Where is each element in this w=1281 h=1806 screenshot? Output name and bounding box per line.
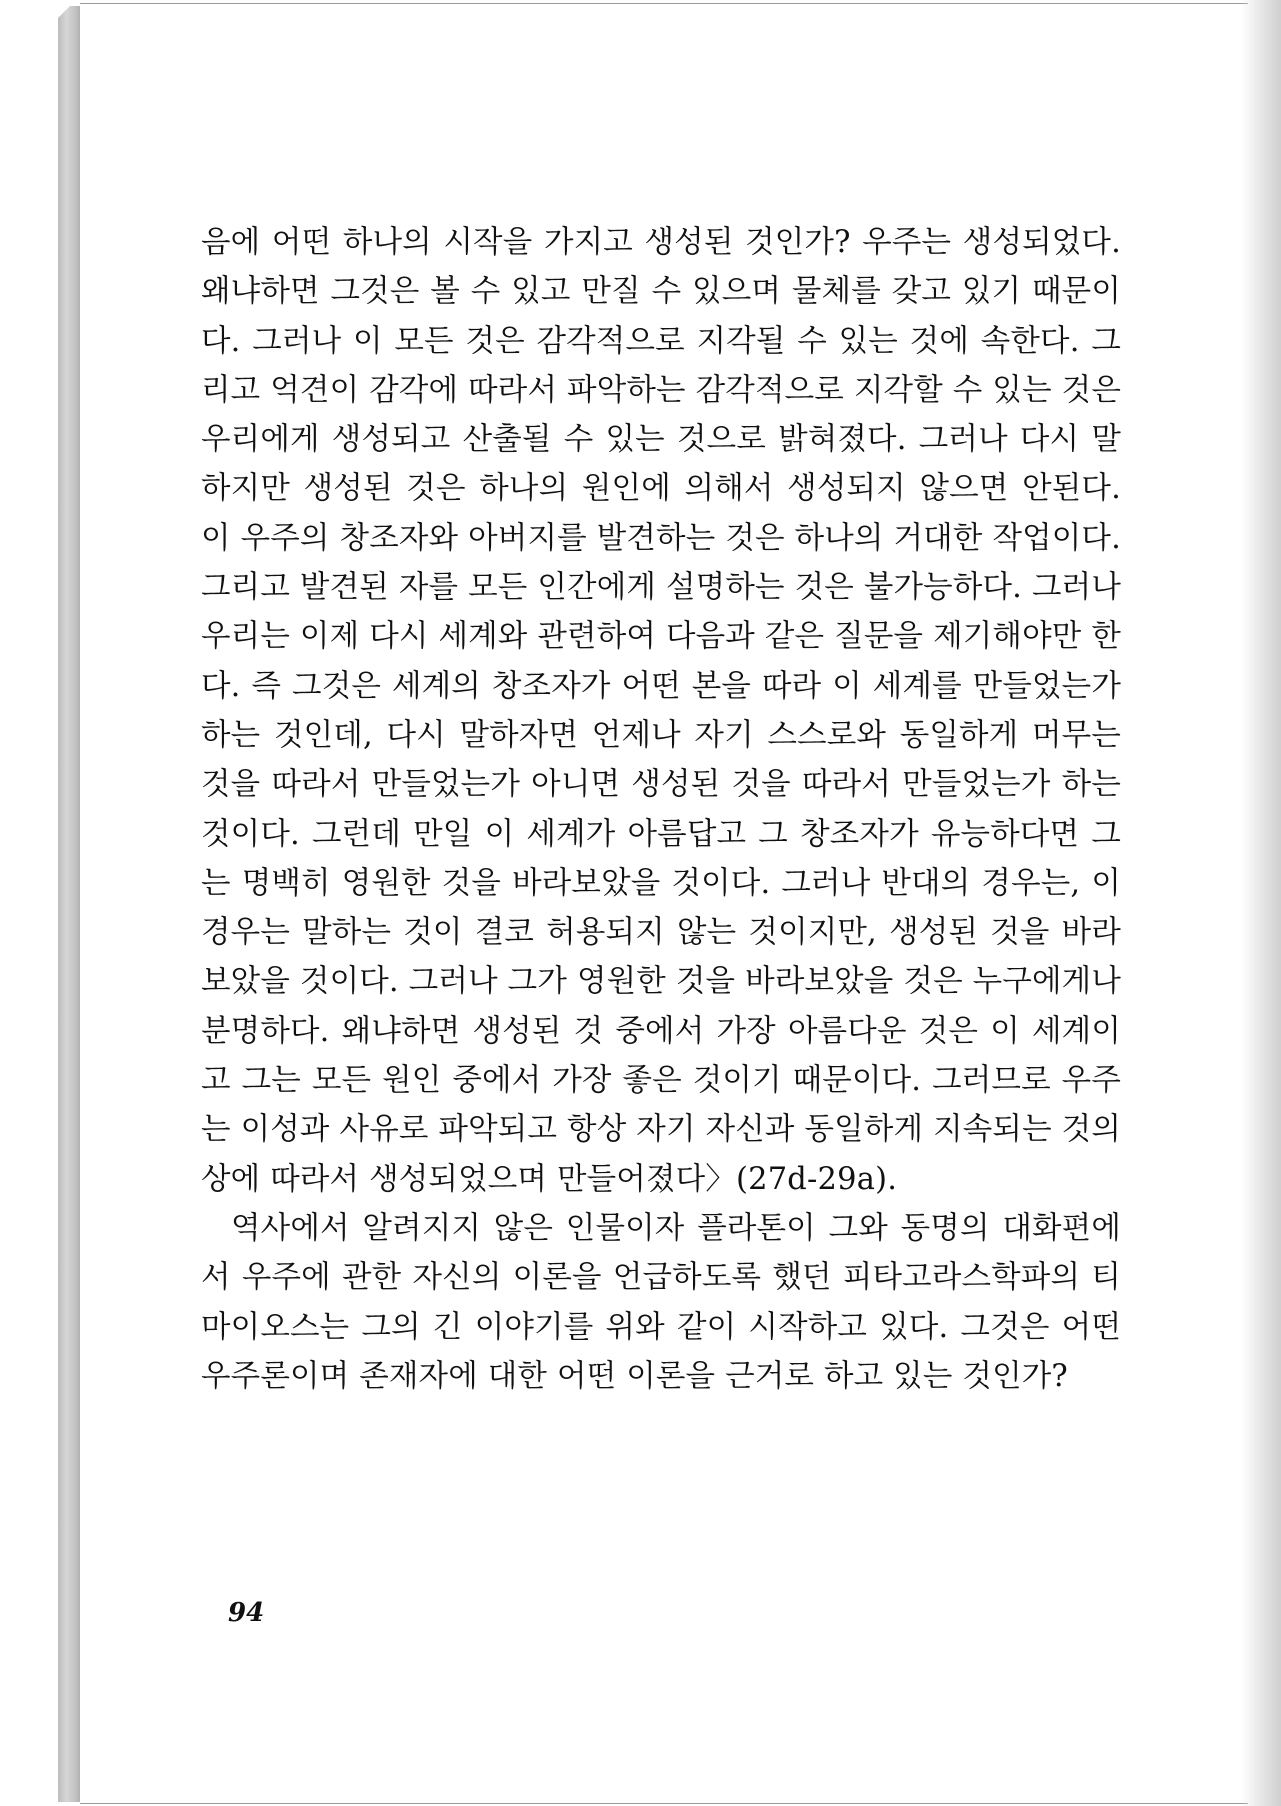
page-number: 94 (228, 1598, 265, 1628)
paragraph-quote-continuation: 음에 어떤 하나의 시작을 가지고 생성된 것인가? 우주는 생성되었다. 왜냐하면 그것은 볼 수 있고 만질 수 있으며 물체를 갖고 있기 때문이다. 그러나 이 모든 것은 감각적으로 지각될 수 있는 것에 속한다. 그리고 억견이 감각에 따라서 파악하는 감각적으로 지각할 수 있는 것은 우리에게 생성되고 산출될 수 있는 것으로 밝혀졌다. 그러나 다시 말하지만 생성된 것은 하나의 원인에 의해서 생성되지 않으면 안된다. 이 우주의 창조자와 아버지를 발견하는 것은 하나의 거대한 작업이다. 그리고 발견된 자를 모든 인간에게 설명하는 것은 불가능하다. 그러나 우리는 이제 다시 세계와 관련하여 다음과 같은 질문을 제기해야만 한다. 즉 그것은 세계의 창조자가 어떤 본을 따라 이 세계를 만들었는가 하는 것인데, 다시 말하자면 언제나 자기 스스로와 동일하게 머무는 것을 따라서 만들었는가 아니면 생성된 것을 따라서 만들었는가 하는 것이다. 그런데 만일 이 세계가 아름답고 그 창조자가 유능하다면 그는 명백히 영원한 것을 바라보았을 것이다. 그러나 반대의 경우는, 이 경우는 말하는 것이 결코 허용되지 않는 것이지만, 생성된 것을 바라보았을 것이다. 그러나 그가 영원한 것을 바라보았을 것은 누구에게나 분명하다. 왜냐하면 생성된 것 중에서 가장 아름다운 것은 이 세계이고 그는 모든 원인 중에서 가장 좋은 것이기 때문이다. 그러므로 우주는 이성과 사유로 파악되고 항상 자기 자신과 동일하게 지속되는 것의 상에 따라서 생성되었으며 만들어졌다〉(27d-29a). (201, 225, 1121, 1197)
paragraph-commentary: 역사에서 알려지지 않은 인물이자 플라톤이 그와 동명의 대화편에서 우주에 관한 자신의 이론을 언급하도록 했던 피타고라스학파의 티마이오스는 그의 긴 이야기를 위와 같이 시작하고 있다. 그것은 어떤 우주론이며 존재자에 대한 어떤 이론을 근거로 하고 있는 것인가? (201, 1210, 1121, 1394)
page-edge-shadow (1241, 0, 1281, 1806)
page-stack-edge (58, 6, 82, 1802)
body-text (201, 218, 1121, 1401)
